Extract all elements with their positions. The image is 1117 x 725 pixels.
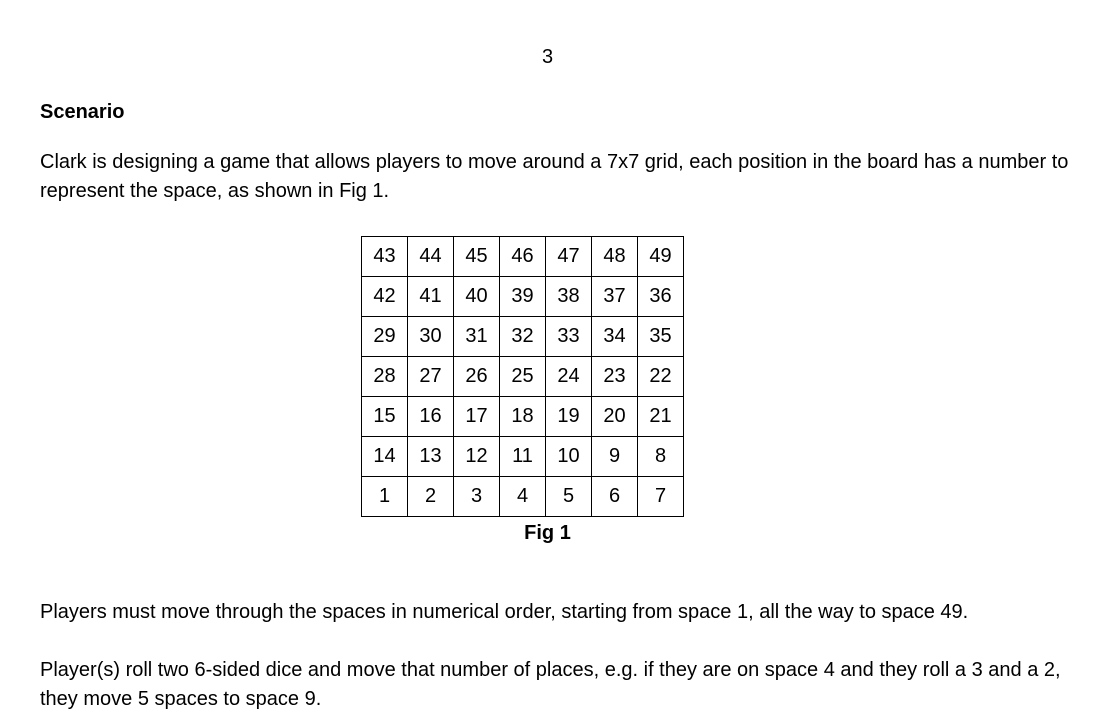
grid-cell: 8 [638, 437, 684, 477]
grid-cell: 5 [546, 477, 592, 517]
grid-cell: 49 [638, 237, 684, 277]
grid-cell: 13 [408, 437, 454, 477]
grid-cell: 40 [454, 277, 500, 317]
grid-cell: 38 [546, 277, 592, 317]
grid-cell: 27 [408, 357, 454, 397]
grid-cell: 1 [362, 477, 408, 517]
grid-cell: 45 [454, 237, 500, 277]
grid-cell: 42 [362, 277, 408, 317]
grid-row [362, 397, 684, 437]
grid-cell: 21 [638, 397, 684, 437]
rule-dice-roll: Player(s) roll two 6-sided dice and move that number of places, e.g. if they are on space 4 and they roll a 3 and a 2, they move 5 spaces to space 9. [40, 659, 1061, 710]
grid-cell: 26 [454, 357, 500, 397]
grid-cell: 39 [500, 277, 546, 317]
grid-cell: 16 [408, 397, 454, 437]
grid-cell: 31 [454, 317, 500, 357]
grid-row [362, 437, 684, 477]
scenario-intro: Clark is designing a game that allows players to move around a 7x7 grid, each position in the board has a number to represent the space, as shown in Fig 1. [40, 151, 1069, 202]
grid-cell: 10 [546, 437, 592, 477]
grid-cell: 33 [546, 317, 592, 357]
grid-cell: 37 [592, 277, 638, 317]
grid-cell: 24 [546, 357, 592, 397]
grid-cell: 15 [362, 397, 408, 437]
figure-caption: Fig 1 [524, 522, 571, 544]
grid-cell: 48 [592, 237, 638, 277]
scenario-heading: Scenario [40, 101, 125, 123]
grid-cell: 43 [362, 237, 408, 277]
grid-row [362, 277, 684, 317]
grid-cell: 29 [362, 317, 408, 357]
grid-row [362, 317, 684, 357]
grid-cell: 32 [500, 317, 546, 357]
grid-cell: 4 [500, 477, 546, 517]
grid-cell: 34 [592, 317, 638, 357]
grid-cell: 18 [500, 397, 546, 437]
grid-cell: 2 [408, 477, 454, 517]
board-grid [361, 236, 684, 517]
grid-cell: 30 [408, 317, 454, 357]
grid-cell: 25 [500, 357, 546, 397]
grid-cell: 47 [546, 237, 592, 277]
grid-cell: 23 [592, 357, 638, 397]
grid-row [362, 477, 684, 517]
page-number: 3 [541, 46, 554, 68]
grid-cell: 9 [592, 437, 638, 477]
rule-move-order: Players must move through the spaces in numerical order, starting from space 1, all the way to space 49. [40, 601, 969, 623]
grid-cell: 14 [362, 437, 408, 477]
grid-cell: 41 [408, 277, 454, 317]
grid-cell: 22 [638, 357, 684, 397]
grid-cell: 11 [500, 437, 546, 477]
grid-cell: 36 [638, 277, 684, 317]
grid-cell: 46 [500, 237, 546, 277]
grid-row [362, 357, 684, 397]
grid-cell: 19 [546, 397, 592, 437]
grid-cell: 35 [638, 317, 684, 357]
grid-cell: 12 [454, 437, 500, 477]
grid-cell: 3 [454, 477, 500, 517]
grid-cell: 28 [362, 357, 408, 397]
grid-cell: 44 [408, 237, 454, 277]
grid-row [362, 237, 684, 277]
grid-cell: 6 [592, 477, 638, 517]
grid-cell: 20 [592, 397, 638, 437]
grid-cell: 17 [454, 397, 500, 437]
grid-cell: 7 [638, 477, 684, 517]
